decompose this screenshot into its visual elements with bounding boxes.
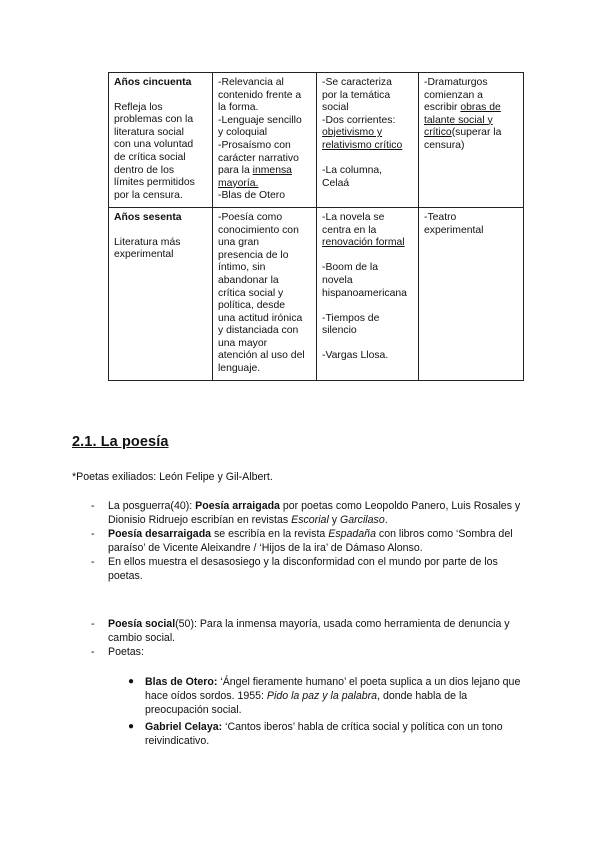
item-bold: Poesía desarraigada <box>108 528 212 540</box>
dash-bullet: - <box>91 500 95 512</box>
underlined-text: crítico <box>424 127 452 139</box>
item-text: Poetas: <box>108 646 144 658</box>
bullet-dot-icon: ● <box>128 676 135 687</box>
cell-line: experimental <box>424 224 484 236</box>
table-cell-theatre <box>419 207 524 380</box>
cell-line: y coloquial <box>218 127 268 139</box>
cell-line: -Prosaísmo con <box>218 139 291 151</box>
postwar-poetry-list <box>91 499 531 583</box>
item-text: se escribía en la revista <box>211 528 329 540</box>
cell-line: con una voluntad <box>114 139 194 151</box>
item-bold: Gabriel Celaya: <box>145 721 223 733</box>
cell-text: escribir <box>424 102 461 114</box>
decade-label: Años sesenta <box>114 211 182 223</box>
cell-line: -Tiempos de <box>322 312 380 324</box>
cell-line: comienzan a <box>424 89 483 101</box>
cell-line: -Lenguaje sencillo <box>218 114 302 126</box>
section-heading: 2.1. La poesía <box>72 434 169 450</box>
item-text: . <box>384 514 388 526</box>
cell-line: problemas con la <box>114 114 194 126</box>
item-text: (50): Para la inmensa mayoría, usada como herramienta de denuncia y cambio social. <box>108 618 510 644</box>
cell-line: límites permitidos <box>114 177 195 189</box>
item-text: por poetas como Leopoldo Panero, Luis Rosales y Dionisio Ridruejo escribían en revistas <box>108 500 521 526</box>
bullet-dot-icon: ● <box>128 721 135 732</box>
list-item <box>91 645 531 659</box>
cell-line: contenido frente a <box>218 89 302 101</box>
cell-line: conocimiento con <box>218 224 299 236</box>
cell-line: -Boom de la <box>322 262 379 274</box>
cell-line: censura) <box>424 139 465 151</box>
table-cell-novel <box>317 207 419 380</box>
poets-list <box>128 675 528 751</box>
item-text: En ellos muestra el desasosiego y la disconformidad con el mundo por parte de los poetas. <box>108 556 498 582</box>
dash-bullet: - <box>91 618 95 630</box>
cell-line: una mayor <box>218 337 268 349</box>
cell-line: novela <box>322 274 353 286</box>
list-item <box>91 555 531 583</box>
cell-line: crítica social y <box>218 287 284 299</box>
list-item <box>128 720 528 748</box>
item-bold: Blas de Otero: <box>145 676 218 688</box>
cell-line: Celaá <box>322 177 350 189</box>
cell-line: experimental <box>114 249 174 261</box>
list-item <box>91 617 531 645</box>
cell-line: por la temática <box>322 89 391 101</box>
cell-line <box>424 127 519 140</box>
list-item <box>91 499 531 527</box>
cell-line: -Teatro <box>424 211 457 223</box>
decade-label: Años cincuenta <box>114 77 192 88</box>
item-text: ‘Ángel fieramente humano’ el poeta suplica a un dios lejano que hace oídos sordos. 1955: <box>145 676 521 702</box>
cell-line: -La novela se <box>322 211 385 223</box>
cell-line: hispanoamericana <box>322 287 407 299</box>
table-cell-decade <box>109 73 213 208</box>
table-row <box>109 207 524 380</box>
table-cell-poetry <box>213 207 317 380</box>
item-text: , donde habla de la preocupación social. <box>145 690 468 716</box>
underlined-text: objetivismo y <box>322 127 383 139</box>
cell-text: para la <box>218 165 253 177</box>
cell-line: centra en la <box>322 224 377 236</box>
underlined-text: mayoría. <box>218 177 259 189</box>
social-poetry-list <box>91 617 531 659</box>
dash-bullet: - <box>91 556 95 568</box>
table-row <box>109 73 524 208</box>
cell-line: por la censura. <box>114 189 183 201</box>
cell-line: íntimo, sin <box>218 262 266 274</box>
cell-line: y distanciada con <box>218 325 299 337</box>
item-italic: Garcilaso <box>340 514 385 526</box>
table-cell-poetry <box>213 73 317 208</box>
cell-line: presencia de lo <box>218 249 289 261</box>
item-text: y <box>328 514 340 526</box>
line-gap <box>322 153 414 166</box>
item-italic: Escorial <box>291 514 329 526</box>
cell-line: -Dos corrientes: <box>322 114 396 126</box>
line-gap <box>322 250 414 263</box>
cell-line: -Relevancia al <box>218 77 284 88</box>
cell-line: abandonar la <box>218 274 279 286</box>
cell-line: la forma. <box>218 102 259 114</box>
table-cell-theatre <box>419 73 524 208</box>
cell-line: silencio <box>322 325 357 337</box>
item-text: con libros como ‘Sombra del paraíso’ de Vicente Aleixandre / ‘Hijos de la ira’ de Dámaso Alonso. <box>108 528 513 554</box>
list-item <box>91 527 531 555</box>
cell-line: -Poesía como <box>218 211 283 223</box>
item-italic: Espadaña <box>328 528 376 540</box>
cell-line: -La columna, <box>322 165 383 177</box>
cell-line: de crítica social <box>114 151 186 163</box>
item-text: La posguerra(40): <box>108 500 196 512</box>
cell-line: lenguaje. <box>218 363 261 375</box>
list-item <box>128 675 528 717</box>
cell-line: -Blas de Otero <box>218 190 285 202</box>
cell-line: -Se caracteriza <box>322 77 392 88</box>
table-cell-decade <box>109 207 213 380</box>
item-text: ‘Cantos iberos’ habla de crítica social y política con un tono reivindicativo. <box>145 721 503 747</box>
cell-line: política, desde <box>218 300 286 312</box>
dash-bullet: - <box>91 528 95 540</box>
underlined-text: renovación formal <box>322 237 405 249</box>
underlined-text: inmensa <box>252 165 292 177</box>
cell-line: Refleja los <box>114 101 163 113</box>
item-italic: Pido la paz y la palabra <box>266 690 378 702</box>
cell-line: una gran <box>218 237 260 249</box>
item-bold: Poesía arraigada <box>195 500 280 512</box>
dash-bullet: - <box>91 646 95 658</box>
item-bold: Poesía social <box>108 618 176 630</box>
underlined-text: obras de <box>460 102 501 114</box>
exiled-poets-note: *Poetas exiliados: León Felipe y Gil-Albert. <box>72 471 273 483</box>
cell-line: -Vargas Llosa. <box>322 350 389 362</box>
cell-line: social <box>322 102 349 114</box>
cell-line: dentro de los <box>114 164 175 176</box>
cell-line: literatura social <box>114 126 184 138</box>
cell-line: Literatura más <box>114 236 181 248</box>
cell-line <box>218 165 312 178</box>
table-cell-novel <box>317 73 419 208</box>
literature-table <box>108 72 524 381</box>
line-gap <box>322 300 414 313</box>
cell-line: atención al uso del <box>218 350 305 362</box>
cell-line: carácter narrativo <box>218 152 299 164</box>
cell-line <box>424 102 519 115</box>
underlined-text: talante social y <box>424 114 493 126</box>
cell-text: (superar la <box>451 127 502 139</box>
line-gap <box>322 338 414 351</box>
cell-line: -Dramaturgos <box>424 77 488 88</box>
cell-line: una actitud irónica <box>218 312 303 324</box>
underlined-text: relativismo crítico <box>322 139 403 151</box>
